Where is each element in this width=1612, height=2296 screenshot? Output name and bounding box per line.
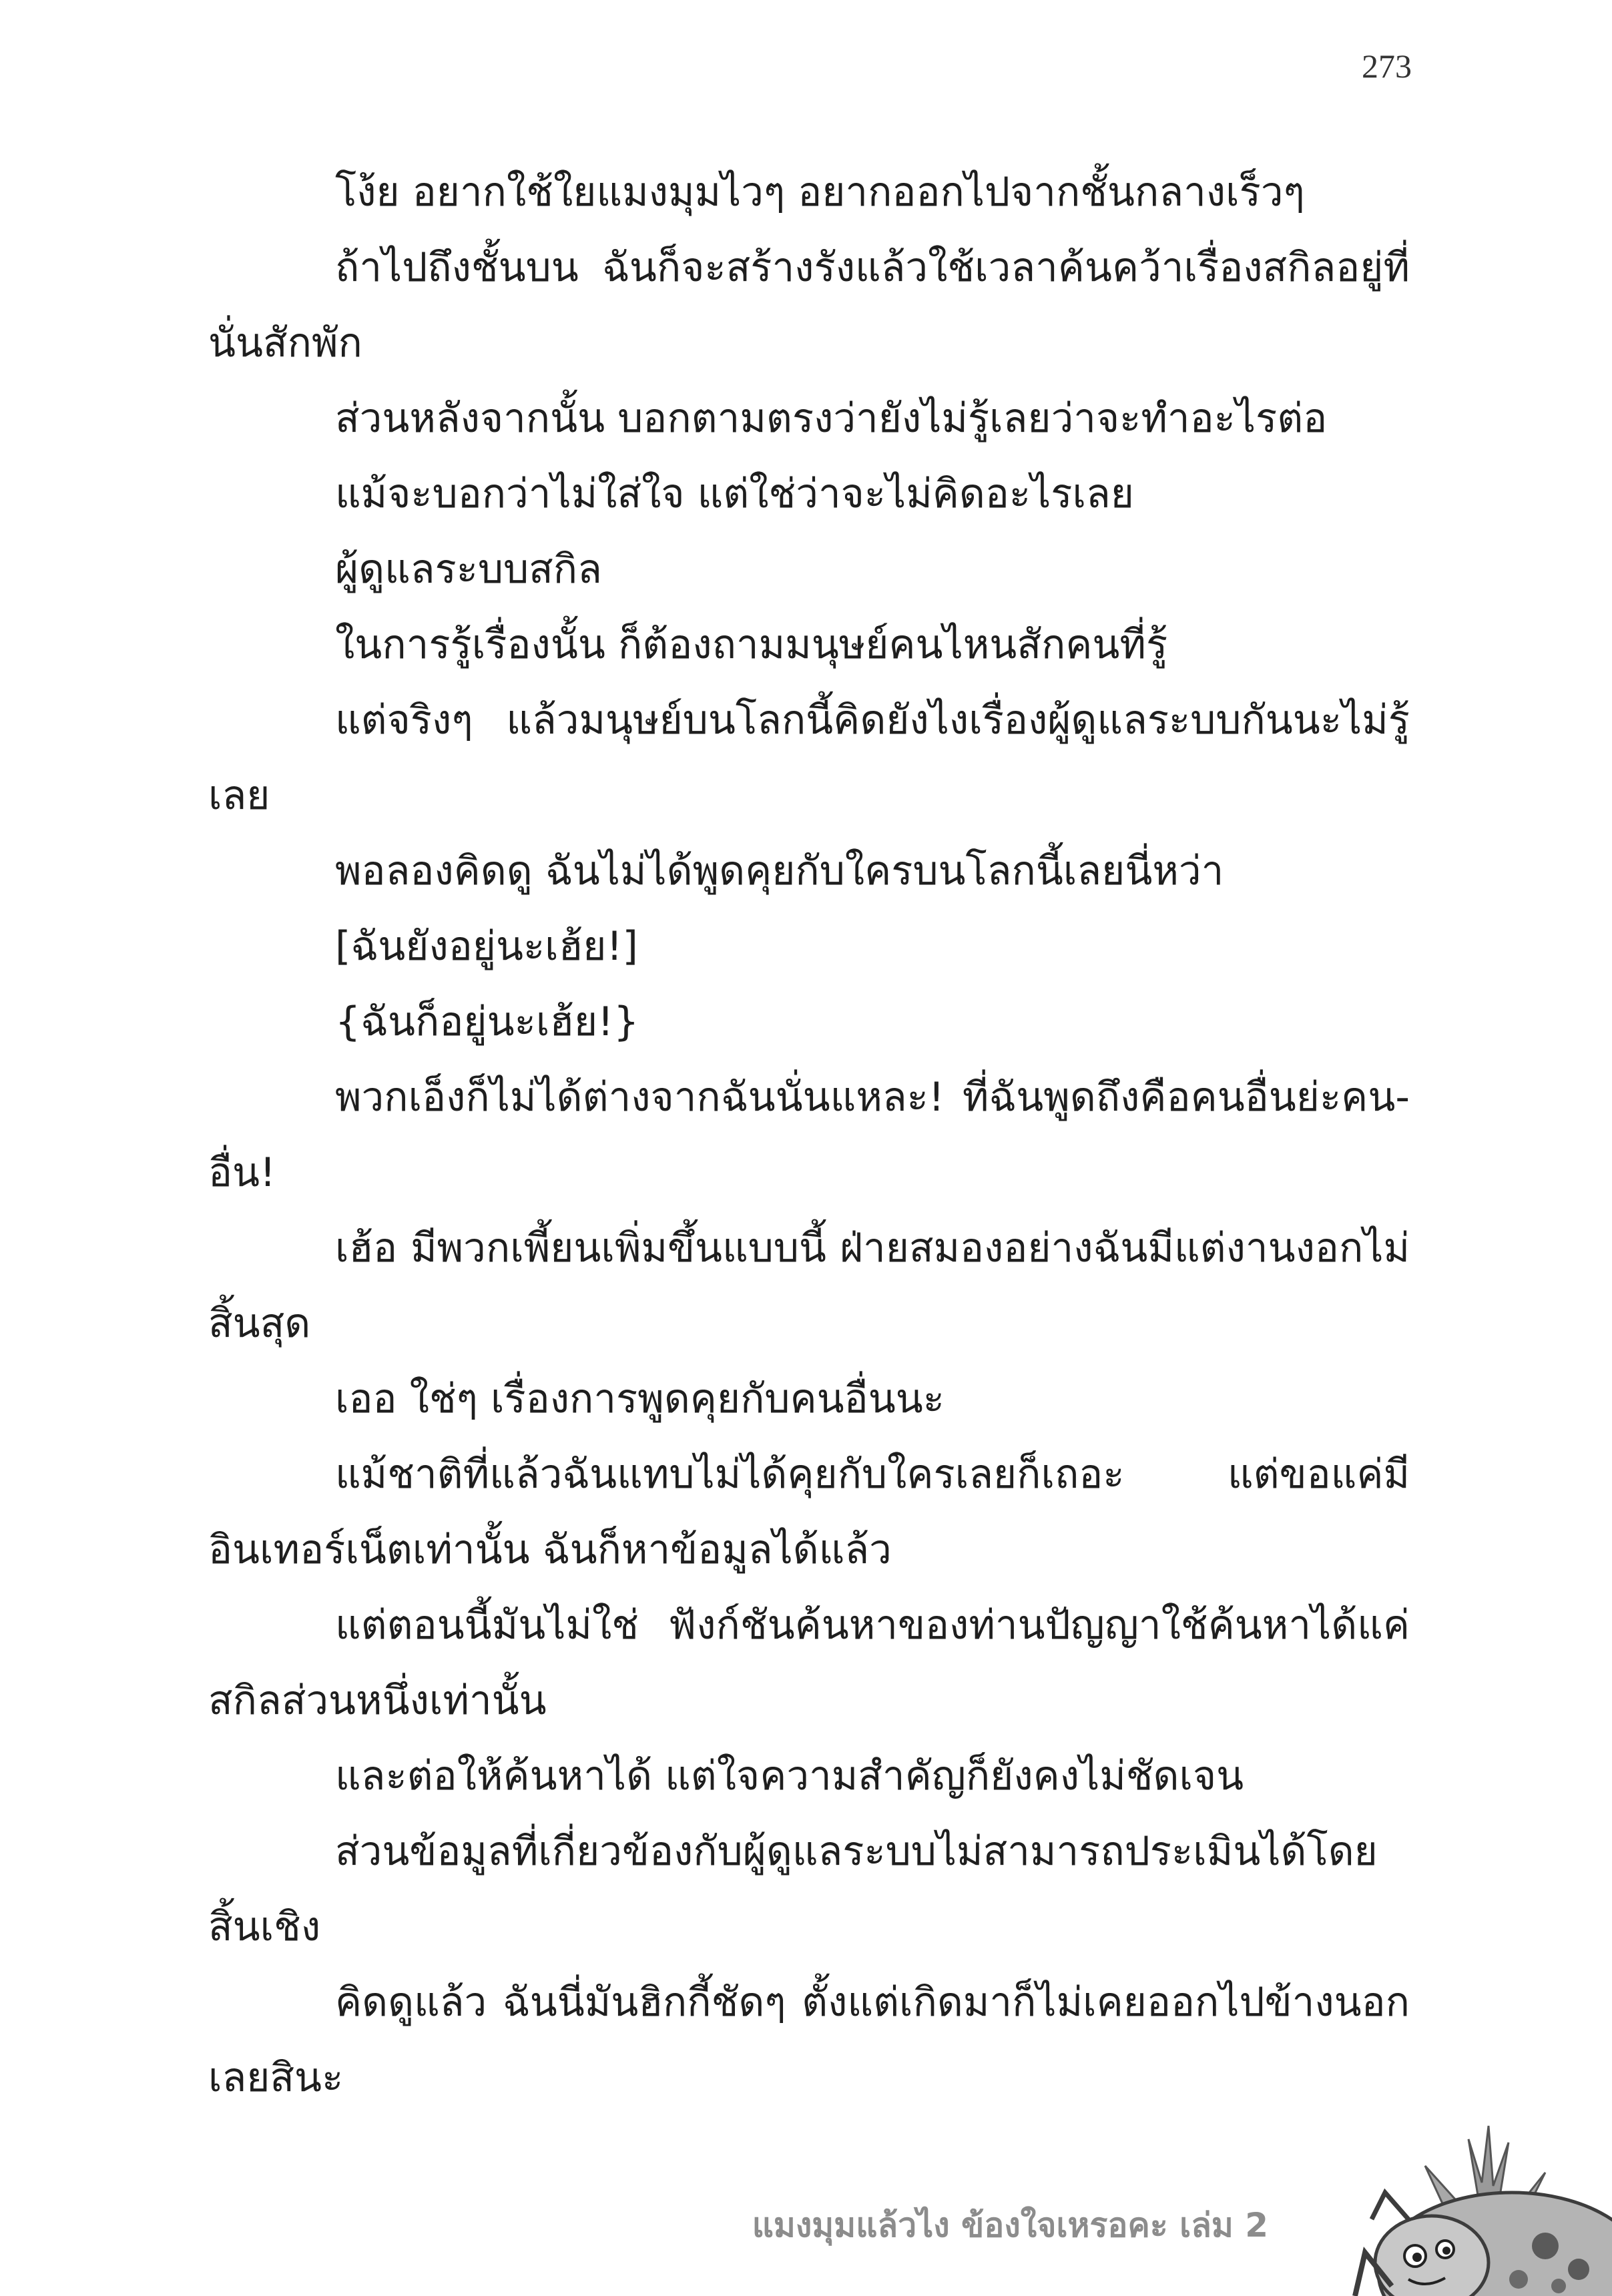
paragraph: และต่อให้ค้นหาได้ แต่ใจความสำคัญก็ยังคงไม่ชัดเจน xyxy=(335,1753,1244,1799)
paragraph: เออ ใช่ๆ เรื่องการพูดคุยกับคนอื่นนะ xyxy=(335,1376,945,1422)
paragraph: ถ้าไปถึงชั้นบน ฉันก็จะสร้างรังแล้วใช้เวลาค้นคว้าเรื่องสกิลอยู่ที่นั่นสักพัก xyxy=(208,244,1410,366)
paragraph: ส่วนหลังจากนั้น บอกตามตรงว่ายังไม่รู้เลยว่าจะทำอะไรต่อ xyxy=(335,395,1328,442)
paragraph: เฮ้อ มีพวกเพี้ยนเพิ่มขึ้นแบบนี้ ฝ่ายสมองอย่างฉันมีแต่งานงอกไม่สิ้นสุด xyxy=(208,1225,1410,1347)
spider-mascot-icon xyxy=(1345,2119,1612,2296)
paragraph: พวกเอ็งก็ไม่ได้ต่างจากฉันนั่นแหละ! ที่ฉันพูดถึงคือคนอื่นย่ะคน-อื่น! xyxy=(208,1074,1410,1196)
paragraph: พอลองคิดดู ฉันไม่ได้พูดคุยกับใครบนโลกนี้เลยนี่หว่า xyxy=(335,848,1224,894)
page-number: 273 xyxy=(1362,47,1412,85)
paragraph: แต่ตอนนี้มันไม่ใช่ ฟังก์ชันค้นหาของท่านปัญญาใช้ค้นหาได้แค่สกิลส่วนหนึ่งเท่านั้น xyxy=(208,1602,1410,1724)
paragraph: ในการรู้เรื่องนั้น ก็ต้องถามมนุษย์คนไหนสักคนที่รู้ xyxy=(335,621,1168,668)
paragraph: แม้จะบอกว่าไม่ใส่ใจ แต่ใช่ว่าจะไม่คิดอะไรเลย xyxy=(335,471,1134,517)
paragraph: แม้ชาติที่แล้วฉันแทบไม่ได้คุยกับใครเลยก็เถอะ แต่ขอแค่มีอินเทอร์เน็ตเท่านั้น ฉันก็หาข้อมูลได้แล้ว xyxy=(208,1451,1410,1573)
footer-book-title: แมงมุมแล้วไง ข้องใจเหรอคะ เล่ม 2 xyxy=(752,2206,1268,2245)
paragraph: {ฉันก็อยู่นะเฮ้ย!} xyxy=(335,998,639,1045)
paragraph: คิดดูแล้ว ฉันนี่มันฮิกกี้ชัดๆ ตั้งแต่เกิดมาก็ไม่เคยออกไปข้างนอกเลยสินะ xyxy=(208,1979,1410,2101)
paragraph: ส่วนข้อมูลที่เกี่ยวข้องกับผู้ดูแลระบบไม่สามารถประเมินได้โดยสิ้นเชิง xyxy=(208,1828,1378,1950)
body-text xyxy=(208,155,1410,2116)
paragraph: โง้ย อยากใช้ใยแมงมุมไวๆ อยากออกไปจากชั้นกลางเร็วๆ xyxy=(335,169,1305,216)
paragraph: [ฉันยังอยู่นะเฮ้ย!] xyxy=(335,923,638,970)
paragraph: แต่จริงๆ แล้วมนุษย์บนโลกนี้คิดยังไงเรื่องผู้ดูแลระบบกันนะไม่รู้เลย xyxy=(208,697,1410,819)
paragraph: ผู้ดูแลระบบสกิล xyxy=(335,546,602,593)
